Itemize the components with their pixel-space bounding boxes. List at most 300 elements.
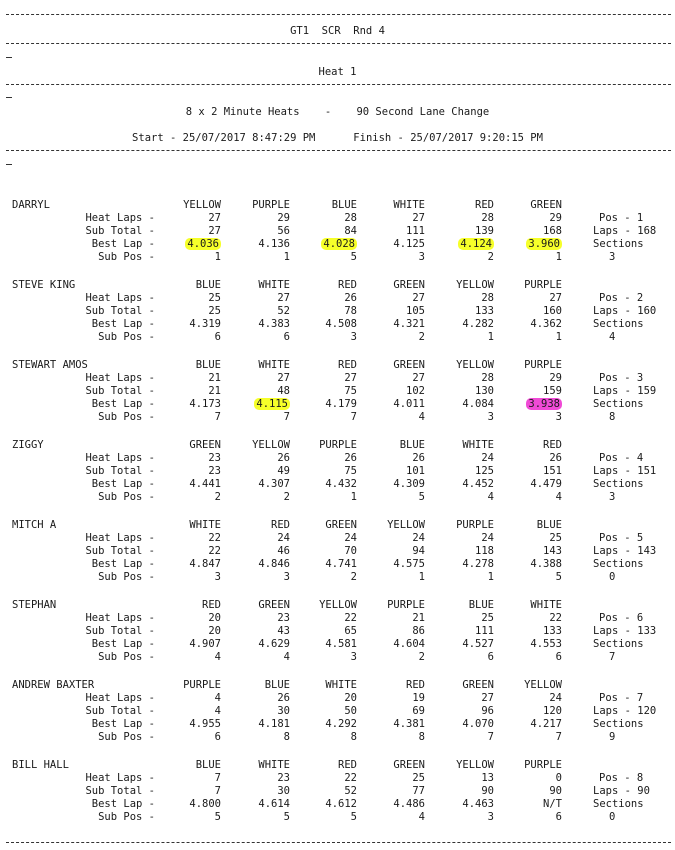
best-lap-cell bbox=[287, 718, 357, 730]
heat-laps-value: 4 bbox=[214, 692, 221, 704]
best-lap-value: 4.388 bbox=[530, 558, 562, 570]
row-label-sub-total: Sub Total - bbox=[85, 625, 155, 637]
final-position: Pos - 1 bbox=[599, 212, 644, 224]
best-lap-value: 4.036 bbox=[187, 238, 219, 250]
sub-total-value: 90 bbox=[549, 785, 562, 797]
sub-total-value: 86 bbox=[412, 625, 425, 637]
lane-name: WHITE bbox=[325, 679, 357, 691]
sub-pos-value: 6 bbox=[487, 651, 494, 663]
heat-format: 8 x 2 Minute Heats - 90 Second Lane Change bbox=[185, 106, 490, 118]
lane-name: BLUE bbox=[399, 439, 425, 451]
best-lap-value: 4.452 bbox=[462, 478, 494, 490]
best-lap-cell bbox=[151, 478, 221, 490]
best-lap-value: 4.575 bbox=[393, 558, 425, 570]
sub-pos-value: 4 bbox=[487, 491, 494, 503]
sub-total-value: 25 bbox=[208, 305, 221, 317]
best-lap-value: 4.136 bbox=[258, 238, 290, 250]
heat-laps-value: 22 bbox=[208, 532, 221, 544]
best-lap-value: 4.011 bbox=[393, 398, 425, 410]
best-lap-cell bbox=[424, 478, 494, 490]
sub-total-value: 143 bbox=[543, 545, 562, 557]
driver-block bbox=[0, 519, 675, 599]
final-position: Pos - 2 bbox=[599, 292, 644, 304]
sub-pos-value: 6 bbox=[555, 811, 562, 823]
driver-block bbox=[0, 759, 675, 839]
heat-laps-value: 27 bbox=[481, 692, 494, 704]
lane-name: GREEN bbox=[462, 679, 494, 691]
row-label-best-lap: Best Lap - bbox=[91, 238, 155, 250]
heat-laps-value: 23 bbox=[277, 612, 290, 624]
best-lap-cell bbox=[220, 478, 290, 490]
sub-total-value: 75 bbox=[344, 385, 357, 397]
sub-pos-value: 1 bbox=[350, 491, 357, 503]
divider bbox=[6, 842, 671, 843]
sub-total-value: 159 bbox=[543, 385, 562, 397]
best-lap-cell bbox=[220, 398, 290, 410]
sub-pos-value: 5 bbox=[350, 811, 357, 823]
sub-total-value: 102 bbox=[406, 385, 425, 397]
driver-block bbox=[0, 359, 675, 439]
sub-total-value: 139 bbox=[475, 225, 494, 237]
heat-laps-value: 20 bbox=[208, 612, 221, 624]
sub-pos-value: 7 bbox=[214, 411, 221, 423]
final-position: Pos - 5 bbox=[599, 532, 644, 544]
best-lap-cell bbox=[220, 318, 290, 330]
best-lap-cell bbox=[492, 638, 562, 650]
lane-name: RED bbox=[406, 679, 425, 691]
driver-name: ZIGGY bbox=[12, 439, 44, 451]
best-lap-value: 4.309 bbox=[393, 478, 425, 490]
heat-laps-value: 27 bbox=[412, 212, 425, 224]
lane-name: WHITE bbox=[189, 519, 221, 531]
sections-label: Sections bbox=[593, 478, 644, 490]
best-lap-value: 4.432 bbox=[325, 478, 357, 490]
total-laps: Laps - 133 bbox=[593, 625, 657, 637]
best-lap-cell bbox=[355, 398, 425, 410]
sub-pos-value: 3 bbox=[555, 411, 562, 423]
best-lap-cell bbox=[151, 718, 221, 730]
sub-pos-value: 7 bbox=[555, 731, 562, 743]
best-lap-cell bbox=[220, 638, 290, 650]
sub-pos-value: 3 bbox=[350, 651, 357, 663]
sub-total-value: 168 bbox=[543, 225, 562, 237]
sub-total-value: 70 bbox=[344, 545, 357, 557]
sub-total-value: 7 bbox=[214, 785, 221, 797]
heat-laps-value: 29 bbox=[549, 372, 562, 384]
sub-total-value: 20 bbox=[208, 625, 221, 637]
sub-total-value: 90 bbox=[481, 785, 494, 797]
heat-laps-value: 27 bbox=[344, 372, 357, 384]
row-label-best-lap: Best Lap - bbox=[91, 798, 155, 810]
best-lap-cell bbox=[287, 398, 357, 410]
lane-name: PURPLE bbox=[524, 759, 562, 771]
lane-name: GREEN bbox=[393, 759, 425, 771]
lane-name: GREEN bbox=[258, 599, 290, 611]
heat-laps-value: 27 bbox=[277, 292, 290, 304]
best-lap-value: 4.115 bbox=[256, 398, 288, 410]
sub-pos-value: 8 bbox=[418, 731, 425, 743]
best-lap-value: 3.938 bbox=[528, 398, 560, 410]
best-lap-value: 4.278 bbox=[462, 558, 494, 570]
best-lap-value: 4.614 bbox=[258, 798, 290, 810]
driver-name: BILL HALL bbox=[12, 759, 69, 771]
heat-title: Heat 1 bbox=[318, 66, 357, 78]
driver-name: STEVE KING bbox=[12, 279, 76, 291]
row-label-best-lap: Best Lap - bbox=[91, 318, 155, 330]
row-label-heat-laps: Heat Laps - bbox=[85, 692, 155, 704]
sub-total-value: 43 bbox=[277, 625, 290, 637]
best-lap-cell bbox=[492, 558, 562, 570]
sub-total-value: 78 bbox=[344, 305, 357, 317]
sub-pos-value: 3 bbox=[487, 811, 494, 823]
best-lap-value: 4.486 bbox=[393, 798, 425, 810]
best-lap-cell bbox=[492, 478, 562, 490]
sections-label: Sections bbox=[593, 798, 644, 810]
divider bbox=[6, 84, 671, 85]
sub-pos-value: 2 bbox=[418, 651, 425, 663]
driver-name: STEPHAN bbox=[12, 599, 57, 611]
driver-name: DARRYL bbox=[12, 199, 50, 211]
sub-pos-value: 3 bbox=[214, 571, 221, 583]
row-label-heat-laps: Heat Laps - bbox=[85, 372, 155, 384]
best-lap-cell bbox=[355, 718, 425, 730]
row-label-sub-total: Sub Total - bbox=[85, 385, 155, 397]
best-lap-cell bbox=[220, 558, 290, 570]
best-lap-value: 4.125 bbox=[393, 238, 425, 250]
lane-name: BLUE bbox=[264, 679, 290, 691]
lane-name: RED bbox=[338, 279, 357, 291]
row-label-best-lap: Best Lap - bbox=[91, 718, 155, 730]
lane-name: RED bbox=[338, 359, 357, 371]
sub-total-value: 118 bbox=[475, 545, 494, 557]
lane-name: YELLOW bbox=[456, 279, 494, 291]
row-label-heat-laps: Heat Laps - bbox=[85, 452, 155, 464]
divider bbox=[6, 97, 12, 98]
sub-total-value: 94 bbox=[412, 545, 425, 557]
lane-name: YELLOW bbox=[456, 359, 494, 371]
sub-total-value: 151 bbox=[543, 465, 562, 477]
best-lap-value: 4.800 bbox=[189, 798, 221, 810]
best-lap-cell bbox=[492, 398, 562, 410]
sub-total-value: 101 bbox=[406, 465, 425, 477]
heat-laps-value: 28 bbox=[481, 292, 494, 304]
best-lap-cell bbox=[355, 318, 425, 330]
driver-block bbox=[0, 439, 675, 519]
sub-total-value: 52 bbox=[277, 305, 290, 317]
sub-pos-value: 1 bbox=[283, 251, 290, 263]
row-label-heat-laps: Heat Laps - bbox=[85, 772, 155, 784]
sub-total-value: 111 bbox=[406, 225, 425, 237]
best-lap-value: 4.441 bbox=[189, 478, 221, 490]
sub-total-value: 120 bbox=[543, 705, 562, 717]
sub-total-value: 30 bbox=[277, 785, 290, 797]
sub-pos-value: 6 bbox=[555, 651, 562, 663]
sub-total-value: 27 bbox=[208, 225, 221, 237]
sub-total-value: 21 bbox=[208, 385, 221, 397]
lane-name: WHITE bbox=[258, 359, 290, 371]
sub-total-value: 65 bbox=[344, 625, 357, 637]
best-lap-value: 4.084 bbox=[462, 398, 494, 410]
heat-laps-value: 23 bbox=[277, 772, 290, 784]
lane-name: YELLOW bbox=[524, 679, 562, 691]
row-label-sub-total: Sub Total - bbox=[85, 465, 155, 477]
heat-laps-value: 26 bbox=[412, 452, 425, 464]
lane-name: GREEN bbox=[189, 439, 221, 451]
sub-pos-value: 5 bbox=[350, 251, 357, 263]
sub-total-value: 96 bbox=[481, 705, 494, 717]
best-lap-cell bbox=[220, 238, 290, 250]
row-label-sub-total: Sub Total - bbox=[85, 785, 155, 797]
sub-pos-value: 1 bbox=[418, 571, 425, 583]
sub-pos-value: 7 bbox=[283, 411, 290, 423]
lane-name: RED bbox=[338, 759, 357, 771]
best-lap-cell bbox=[220, 798, 290, 810]
heat-laps-value: 20 bbox=[344, 692, 357, 704]
sub-total-value: 105 bbox=[406, 305, 425, 317]
best-lap-value: 4.381 bbox=[393, 718, 425, 730]
best-lap-value: 4.292 bbox=[325, 718, 357, 730]
heat-laps-value: 28 bbox=[481, 212, 494, 224]
best-lap-cell bbox=[492, 718, 562, 730]
best-lap-cell bbox=[492, 238, 562, 250]
heat-laps-value: 26 bbox=[549, 452, 562, 464]
sub-pos-value: 6 bbox=[214, 731, 221, 743]
best-lap-value: 4.508 bbox=[325, 318, 357, 330]
driver-name: ANDREW BAXTER bbox=[12, 679, 95, 691]
best-lap-value: 4.955 bbox=[189, 718, 221, 730]
row-label-best-lap: Best Lap - bbox=[91, 478, 155, 490]
row-label-best-lap: Best Lap - bbox=[91, 398, 155, 410]
sub-total-value: 125 bbox=[475, 465, 494, 477]
best-lap-value: 4.362 bbox=[530, 318, 562, 330]
row-label-heat-laps: Heat Laps - bbox=[85, 532, 155, 544]
divider bbox=[6, 150, 671, 151]
sub-total-value: 4 bbox=[214, 705, 221, 717]
best-lap-value: 4.070 bbox=[462, 718, 494, 730]
row-label-heat-laps: Heat Laps - bbox=[85, 212, 155, 224]
divider bbox=[6, 14, 671, 15]
sub-total-value: 23 bbox=[208, 465, 221, 477]
best-lap-cell bbox=[355, 798, 425, 810]
sub-pos-value: 2 bbox=[487, 251, 494, 263]
heat-laps-value: 22 bbox=[549, 612, 562, 624]
lane-name: PURPLE bbox=[387, 599, 425, 611]
start-finish-times: Start - 25/07/2017 8:47:29 PM Finish - 25/07/2017 9:20:15 PM bbox=[132, 132, 543, 144]
lane-name: GREEN bbox=[325, 519, 357, 531]
best-lap-value: 4.479 bbox=[530, 478, 562, 490]
lane-name: WHITE bbox=[393, 199, 425, 211]
sections-label: Sections bbox=[593, 238, 644, 250]
sections-label: Sections bbox=[593, 558, 644, 570]
best-lap-value: 4.319 bbox=[189, 318, 221, 330]
sub-pos-value: 4 bbox=[555, 491, 562, 503]
total-laps: Laps - 168 bbox=[593, 225, 657, 237]
heat-laps-value: 25 bbox=[208, 292, 221, 304]
best-lap-value: 4.383 bbox=[258, 318, 290, 330]
sub-total-value: 69 bbox=[412, 705, 425, 717]
sub-total-value: 48 bbox=[277, 385, 290, 397]
sub-pos-value: 4 bbox=[418, 811, 425, 823]
best-lap-value: 4.307 bbox=[258, 478, 290, 490]
best-lap-value: 4.217 bbox=[530, 718, 562, 730]
best-lap-cell bbox=[151, 238, 221, 250]
row-label-heat-laps: Heat Laps - bbox=[85, 292, 155, 304]
sub-total-value: 52 bbox=[344, 785, 357, 797]
best-lap-value: 4.028 bbox=[323, 238, 355, 250]
best-lap-cell bbox=[355, 638, 425, 650]
best-lap-cell bbox=[424, 238, 494, 250]
lane-name: GREEN bbox=[393, 279, 425, 291]
final-position: Pos - 4 bbox=[599, 452, 644, 464]
sub-pos-value: 2 bbox=[283, 491, 290, 503]
driver-block bbox=[0, 599, 675, 679]
best-lap-value: N/T bbox=[543, 798, 562, 810]
sub-pos-value: 8 bbox=[350, 731, 357, 743]
sub-total-value: 160 bbox=[543, 305, 562, 317]
lane-name: PURPLE bbox=[252, 199, 290, 211]
best-lap-value: 4.581 bbox=[325, 638, 357, 650]
heat-laps-value: 23 bbox=[208, 452, 221, 464]
sub-pos-value: 6 bbox=[214, 331, 221, 343]
lane-name: GREEN bbox=[530, 199, 562, 211]
sub-pos-value: 4 bbox=[283, 651, 290, 663]
lane-name: WHITE bbox=[258, 759, 290, 771]
best-lap-value: 4.553 bbox=[530, 638, 562, 650]
best-lap-cell bbox=[424, 558, 494, 570]
divider bbox=[6, 57, 12, 58]
best-lap-cell bbox=[151, 798, 221, 810]
sub-pos-value: 2 bbox=[214, 491, 221, 503]
sub-pos-value: 7 bbox=[350, 411, 357, 423]
best-lap-cell bbox=[151, 318, 221, 330]
heat-laps-value: 26 bbox=[277, 692, 290, 704]
lane-name: RED bbox=[202, 599, 221, 611]
sub-total-value: 46 bbox=[277, 545, 290, 557]
total-laps: Laps - 151 bbox=[593, 465, 657, 477]
heat-laps-value: 29 bbox=[549, 212, 562, 224]
sub-total-value: 84 bbox=[344, 225, 357, 237]
heat-laps-value: 26 bbox=[277, 452, 290, 464]
lane-name: WHITE bbox=[462, 439, 494, 451]
sections-label: Sections bbox=[593, 718, 644, 730]
final-position: Pos - 3 bbox=[599, 372, 644, 384]
sub-total-value: 111 bbox=[475, 625, 494, 637]
lane-name: PURPLE bbox=[183, 679, 221, 691]
lane-name: WHITE bbox=[258, 279, 290, 291]
best-lap-value: 4.463 bbox=[462, 798, 494, 810]
lane-name: BLUE bbox=[331, 199, 357, 211]
sub-pos-value: 7 bbox=[487, 731, 494, 743]
sub-pos-value: 5 bbox=[418, 491, 425, 503]
lane-name: BLUE bbox=[195, 279, 221, 291]
sections-count: 3 bbox=[609, 491, 616, 503]
best-lap-value: 4.527 bbox=[462, 638, 494, 650]
best-lap-cell bbox=[355, 478, 425, 490]
heat-laps-value: 24 bbox=[481, 452, 494, 464]
total-laps: Laps - 143 bbox=[593, 545, 657, 557]
best-lap-value: 4.282 bbox=[462, 318, 494, 330]
best-lap-cell bbox=[424, 638, 494, 650]
row-label-sub-total: Sub Total - bbox=[85, 545, 155, 557]
sub-pos-value: 5 bbox=[555, 571, 562, 583]
lane-name: BLUE bbox=[536, 519, 562, 531]
sub-pos-value: 4 bbox=[214, 651, 221, 663]
lane-name: YELLOW bbox=[387, 519, 425, 531]
sections-count: 0 bbox=[609, 571, 616, 583]
row-label-sub-pos: Sub Pos - bbox=[98, 491, 155, 503]
row-label-sub-pos: Sub Pos - bbox=[98, 411, 155, 423]
best-lap-cell bbox=[424, 318, 494, 330]
heat-laps-value: 29 bbox=[277, 212, 290, 224]
sub-total-value: 133 bbox=[543, 625, 562, 637]
driver-block bbox=[0, 679, 675, 759]
best-lap-value: 4.846 bbox=[258, 558, 290, 570]
row-label-sub-total: Sub Total - bbox=[85, 225, 155, 237]
driver-block bbox=[0, 279, 675, 359]
lane-name: RED bbox=[271, 519, 290, 531]
best-lap-value: 3.960 bbox=[528, 238, 560, 250]
row-label-sub-total: Sub Total - bbox=[85, 705, 155, 717]
sections-label: Sections bbox=[593, 638, 644, 650]
lane-name: PURPLE bbox=[524, 279, 562, 291]
best-lap-cell bbox=[151, 558, 221, 570]
lane-name: PURPLE bbox=[524, 359, 562, 371]
heat-laps-value: 27 bbox=[208, 212, 221, 224]
best-lap-value: 4.741 bbox=[325, 558, 357, 570]
row-label-sub-pos: Sub Pos - bbox=[98, 571, 155, 583]
sub-pos-value: 5 bbox=[214, 811, 221, 823]
sub-pos-value: 2 bbox=[418, 331, 425, 343]
sub-pos-value: 1 bbox=[555, 251, 562, 263]
heat-laps-value: 13 bbox=[481, 772, 494, 784]
lane-name: PURPLE bbox=[456, 519, 494, 531]
best-lap-cell bbox=[492, 318, 562, 330]
sub-pos-value: 1 bbox=[555, 331, 562, 343]
sub-pos-value: 5 bbox=[283, 811, 290, 823]
sub-pos-value: 3 bbox=[487, 411, 494, 423]
heat-laps-value: 27 bbox=[277, 372, 290, 384]
heat-laps-value: 25 bbox=[481, 612, 494, 624]
best-lap-cell bbox=[287, 318, 357, 330]
sub-pos-value: 2 bbox=[350, 571, 357, 583]
sub-total-value: 77 bbox=[412, 785, 425, 797]
sections-count: 8 bbox=[609, 411, 616, 423]
best-lap-cell bbox=[424, 398, 494, 410]
sections-count: 0 bbox=[609, 811, 616, 823]
divider bbox=[6, 164, 12, 165]
heat-laps-value: 24 bbox=[481, 532, 494, 544]
sub-pos-value: 1 bbox=[487, 331, 494, 343]
sub-pos-value: 3 bbox=[350, 331, 357, 343]
heat-laps-value: 21 bbox=[412, 612, 425, 624]
sections-count: 4 bbox=[609, 331, 616, 343]
best-lap-cell bbox=[220, 718, 290, 730]
sub-total-value: 75 bbox=[344, 465, 357, 477]
heat-laps-value: 25 bbox=[412, 772, 425, 784]
best-lap-cell bbox=[151, 398, 221, 410]
row-label-best-lap: Best Lap - bbox=[91, 558, 155, 570]
heat-laps-value: 27 bbox=[549, 292, 562, 304]
sub-pos-value: 1 bbox=[214, 251, 221, 263]
sub-total-value: 50 bbox=[344, 705, 357, 717]
best-lap-cell bbox=[287, 558, 357, 570]
heat-laps-value: 21 bbox=[208, 372, 221, 384]
best-lap-value: 4.179 bbox=[325, 398, 357, 410]
sections-count: 3 bbox=[609, 251, 616, 263]
best-lap-cell bbox=[355, 558, 425, 570]
sub-total-value: 56 bbox=[277, 225, 290, 237]
best-lap-cell bbox=[287, 238, 357, 250]
